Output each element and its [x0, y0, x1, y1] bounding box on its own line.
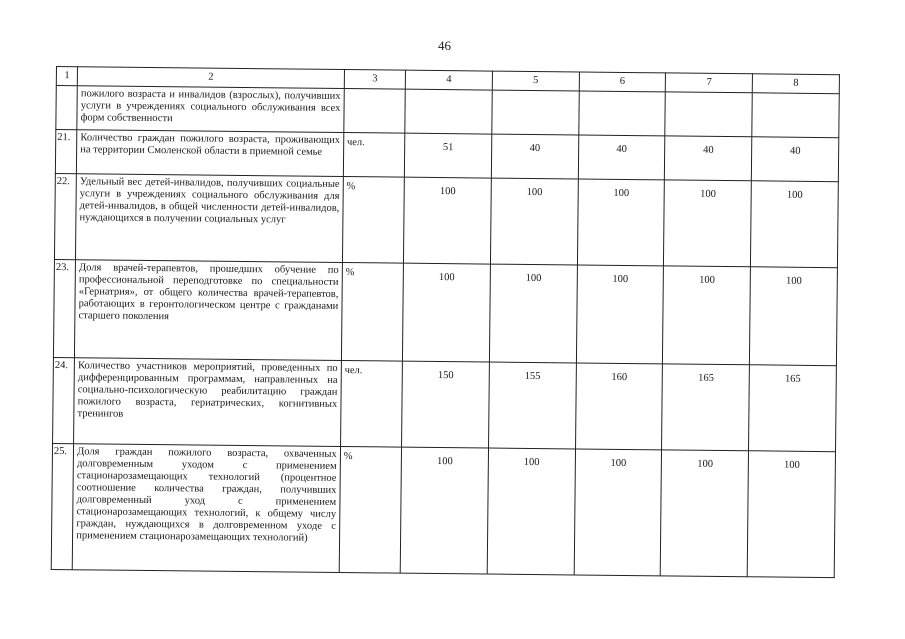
indicator-name-text: Количество граждан пожилого возраста, проживающих на территории Смоленской области в приемной семье	[80, 132, 341, 158]
header-cell: 7	[666, 73, 753, 93]
header-cell: 5	[492, 71, 579, 91]
value-cell: 100	[576, 265, 664, 364]
value-cell: 100	[751, 181, 839, 268]
value-cell: 51	[405, 133, 492, 178]
table-row	[51, 443, 835, 577]
value-cell: 100	[490, 178, 578, 265]
value-cell: 155	[488, 362, 576, 449]
value-cell: 100	[489, 264, 577, 363]
value-cell: 100	[750, 267, 838, 366]
indicator-name-text: Удельный вес детей-инвалидов, получивших социальные услуги в учреждениях социального обслуживания для детей-инвалидов, в общей численности детей-инвалидов, нуждающихся в получении социальных услуг	[79, 176, 340, 226]
indicator-name	[72, 444, 340, 573]
table-row	[53, 357, 837, 451]
value-cell: 100	[747, 451, 835, 578]
value-cell	[665, 92, 752, 137]
value-cell: 150	[402, 361, 490, 448]
header-cell: 6	[579, 72, 666, 92]
value-cell: 40	[578, 135, 665, 180]
row-number: 22.	[54, 173, 76, 259]
value-cell: 40	[751, 137, 838, 182]
value-cell	[578, 91, 665, 136]
indicator-name	[75, 260, 343, 361]
unit-cell: %	[341, 263, 403, 362]
unit-cell: %	[339, 446, 402, 573]
table-row	[54, 173, 838, 267]
value-cell: 100	[574, 449, 662, 576]
value-cell: 40	[665, 136, 752, 181]
value-cell: 165	[749, 365, 837, 452]
indicator-name	[74, 358, 342, 447]
value-cell	[492, 90, 579, 135]
value-cell: 100	[663, 266, 751, 365]
header-cell: 2	[77, 67, 344, 89]
indicator-name-text: Доля граждан пожилого возраста, охваченных долговременным уходом с применением стационарозамещающих технологий (процентное соотношение количества граждан, получивших долговременный уход с применением стационарозамещающих технологий, к общему числу граждан, нуждающихся в долговременном уходе с применением стационарозамещающих технологий)	[76, 446, 337, 545]
unit-cell: чел.	[340, 361, 402, 448]
header-cell: 1	[56, 67, 77, 86]
indicator-name	[76, 174, 344, 263]
value-cell	[405, 89, 492, 134]
indicator-name-text: Количество участников мероприятий, проведенных по дифференцированным программам, направленных на социально-психологическую реабилитацию граждан пожилого возраста, гериатрических, когнитивных тренингов	[77, 360, 338, 420]
indicator-name-text: пожилого возраста и инвалидов (взрослых), получивших услуги в учреждениях социального обслуживания всех форм собственности	[80, 88, 341, 125]
value-cell: 100	[661, 450, 749, 577]
row-number: 25.	[51, 443, 73, 569]
value-cell	[752, 93, 839, 138]
indicator-name-text: Доля врачей-терапевтов, прошедших обучение по профессиональной переподготовке по специальности «Гериатрия», от общего количества врачей-терапевтов, работающих в геронтологическом центре с гражданами старшего поколения	[78, 262, 339, 323]
indicators-table	[51, 66, 840, 578]
value-cell: 100	[577, 179, 665, 266]
value-cell: 165	[662, 364, 750, 451]
value-cell: 100	[664, 180, 752, 267]
row-number: 21.	[55, 130, 77, 174]
row-number	[56, 86, 78, 130]
row-number: 23.	[53, 259, 75, 357]
value-cell: 100	[404, 177, 492, 264]
header-cell: 4	[405, 70, 492, 90]
unit-cell: чел.	[343, 133, 405, 178]
value-cell: 100	[403, 263, 491, 362]
header-cell: 8	[752, 74, 839, 94]
indicator-name	[77, 130, 344, 177]
row-number: 24.	[53, 357, 75, 443]
table-row	[53, 259, 837, 365]
page-number: 46	[438, 38, 451, 53]
unit-cell	[344, 89, 406, 134]
value-cell: 160	[575, 363, 663, 450]
indicator-name	[77, 86, 344, 133]
header-cell: 3	[344, 70, 406, 90]
unit-cell: %	[342, 177, 404, 264]
value-cell: 100	[400, 447, 488, 574]
value-cell: 40	[491, 134, 578, 179]
value-cell: 100	[487, 448, 575, 575]
